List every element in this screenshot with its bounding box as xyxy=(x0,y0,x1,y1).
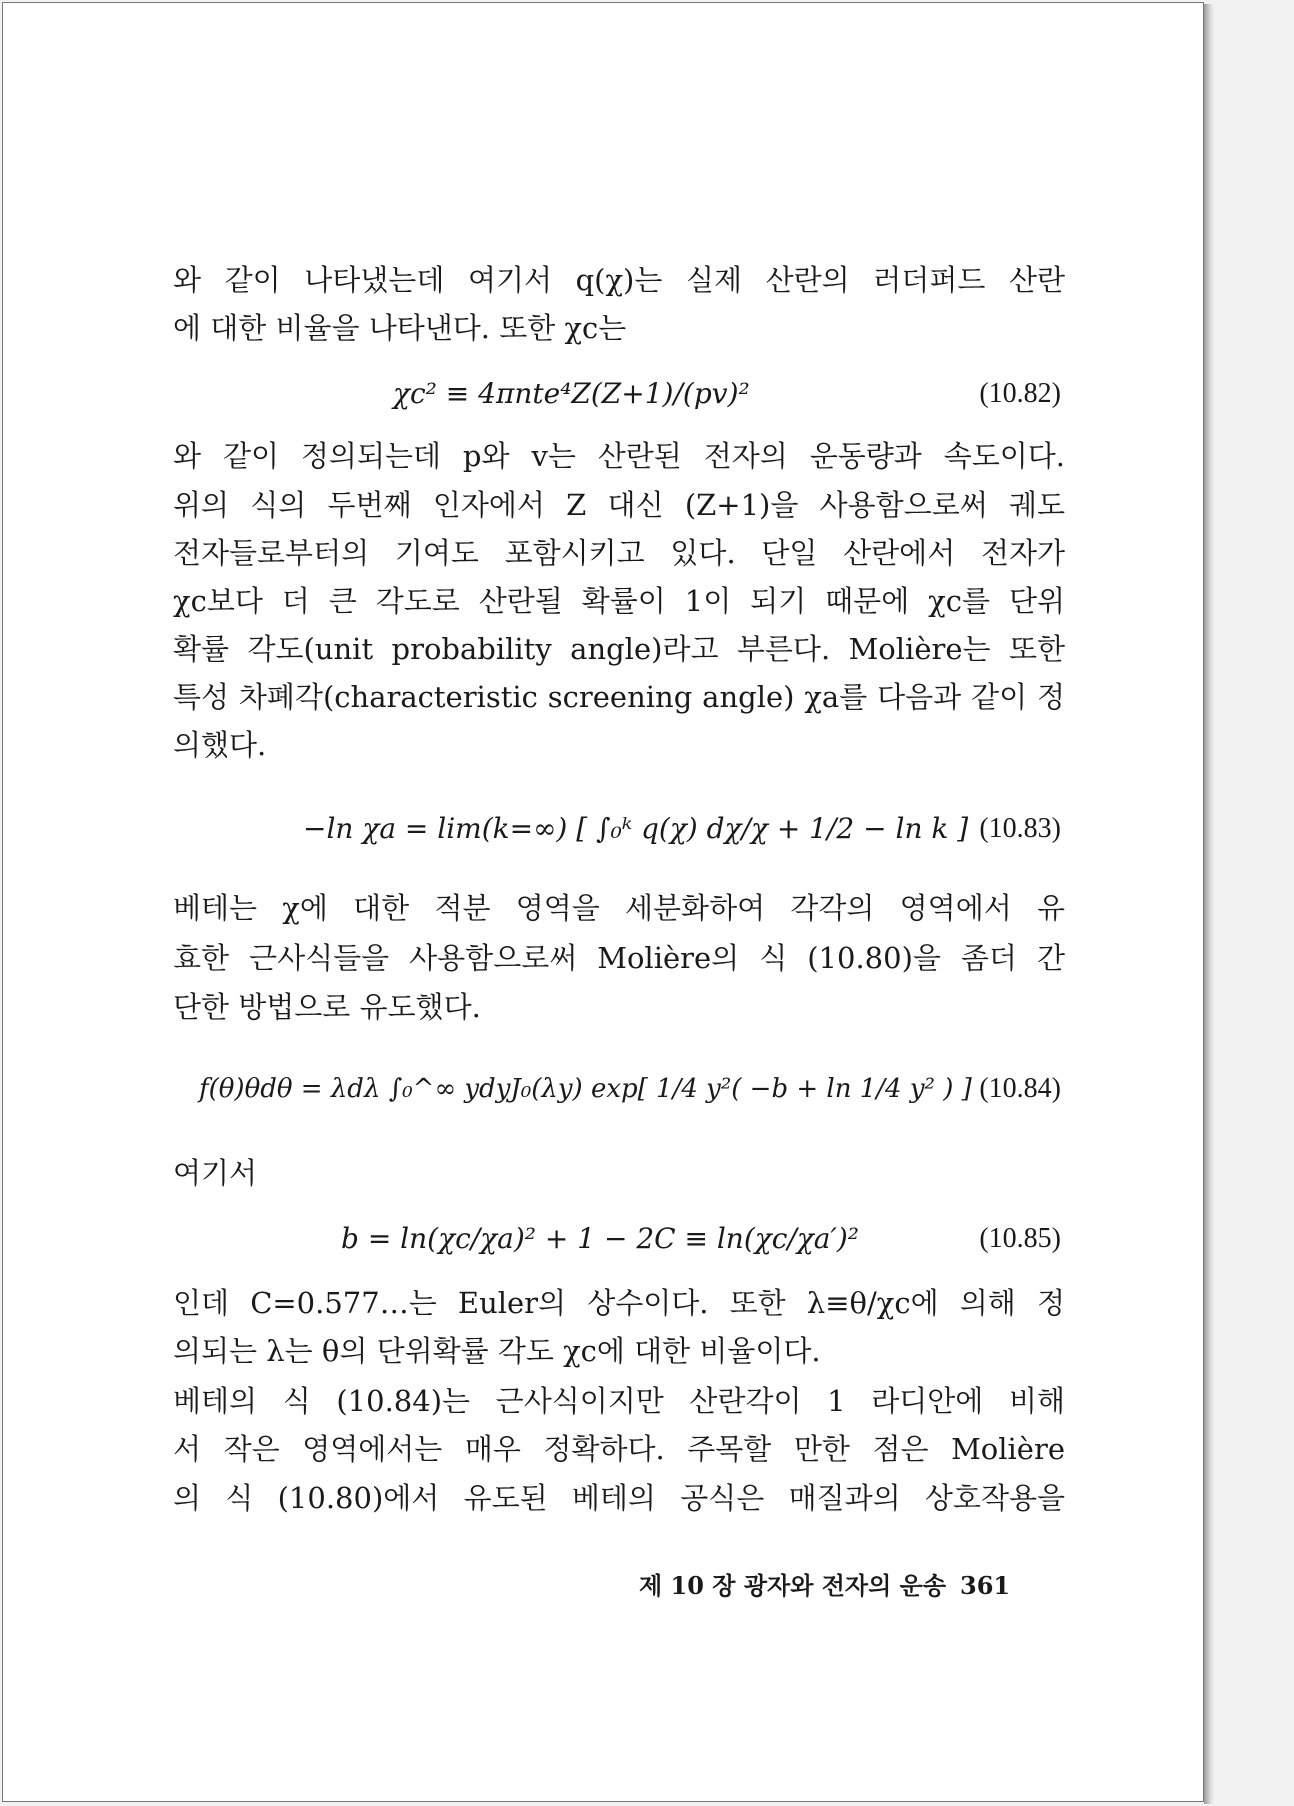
body-text-line: 의되는 λ는 θ의 단위확률 각도 χc에 대한 비율이다. xyxy=(173,1334,821,1368)
book-page xyxy=(2,2,1204,1802)
body-text-line: 인데 C=0.577…는 Euler의 상수이다. 또한 λ≡θ/χc에 의해 정 xyxy=(173,1286,1065,1320)
equation-number: (10.83) xyxy=(979,813,1061,844)
equation-10-82: χc² ≡ 4πnte⁴Z(Z+1)/(pv)² xyxy=(393,377,750,410)
body-text-line: 베테는 χ에 대한 적분 영역을 세분화하여 각각의 영역에서 유 xyxy=(173,891,1065,925)
body-text-line: 의 식 (10.80)에서 유도된 베테의 공식은 매질과의 상호작용을 xyxy=(173,1481,1065,1515)
chapter-title: 제 10 장 광자와 전자의 운송 xyxy=(639,1571,947,1600)
body-text-line: 베테의 식 (10.84)는 근사식이지만 산란각이 1 라디안에 비해 xyxy=(173,1384,1065,1418)
page-edge-shadow xyxy=(1204,4,1214,1804)
body-text-line: 특성 차폐각(characteristic screening angle) χa를 다음과 같이 정 xyxy=(173,680,1065,714)
body-text-line: 에 대한 비율을 나타낸다. 또한 χc는 xyxy=(173,311,627,345)
body-text-line: 의했다. xyxy=(173,728,267,762)
equation-10-83: −ln χa = lim(k=∞) [ ∫₀ᵏ q(χ) dχ/χ + 1/2 − ln k ] xyxy=(303,812,969,845)
body-text-line: χc보다 더 큰 각도로 산란될 확률이 1이 되기 때문에 χc를 단위 xyxy=(173,584,1065,618)
body-text-line: 효한 근사식들을 사용함으로써 Molière의 식 (10.80)을 좀더 간 xyxy=(173,941,1065,975)
equation-number: (10.85) xyxy=(979,1223,1061,1254)
body-text-line: 확률 각도(unit probability angle)라고 부른다. Molière는 또한 xyxy=(173,632,1065,666)
body-text-line: 단한 방법으로 유도했다. xyxy=(173,990,481,1024)
where-label: 여기서 xyxy=(173,1156,258,1190)
body-text-line: 와 같이 정의되는데 p와 v는 산란된 전자의 운동량과 속도이다. xyxy=(173,439,1065,473)
body-text-line: 전자들로부터의 기여도 포함시키고 있다. 단일 산란에서 전자가 xyxy=(173,536,1065,570)
equation-10-85: b = ln(χc/χa)² + 1 − 2C ≡ ln(χc/χa′)² xyxy=(341,1222,859,1255)
page-number: 361 xyxy=(960,1571,1011,1600)
body-text-line: 위의 식의 두번째 인자에서 Z 대신 (Z+1)을 사용함으로써 궤도 xyxy=(173,488,1065,522)
body-text-line: 서 작은 영역에서는 매우 정확하다. 주목할 만한 점은 Molière xyxy=(173,1432,1065,1466)
body-text-line: 와 같이 나타냈는데 여기서 q(χ)는 실제 산란의 러더퍼드 산란 xyxy=(173,263,1065,297)
equation-number: (10.82) xyxy=(979,378,1061,409)
page-footer xyxy=(639,1568,1010,1604)
equation-10-84: f(θ)θdθ = λdλ ∫₀^∞ ydyJ₀(λy) exp[ 1/4 y²( −b + ln 1/4 y² ) ] xyxy=(199,1074,972,1104)
equation-number: (10.84) xyxy=(979,1073,1061,1104)
